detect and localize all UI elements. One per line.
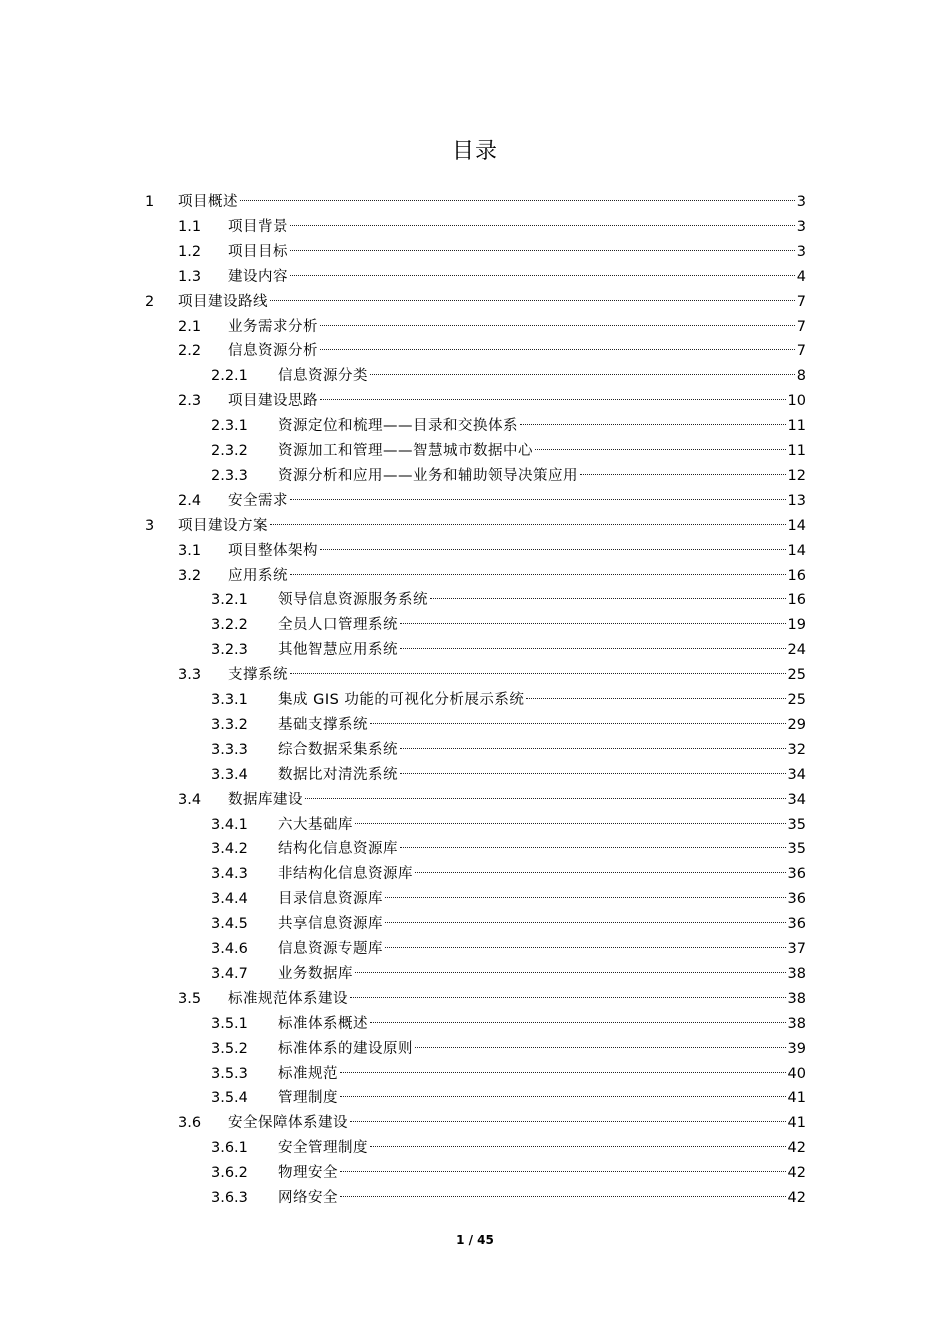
toc-entry-number: 3.4.3 [211,866,248,883]
toc-dot-leader [240,200,795,201]
toc-dot-leader [355,972,786,973]
toc-entry[interactable] [0,539,950,564]
toc-entry[interactable] [0,190,950,215]
toc-entry-number: 1 [145,194,155,210]
toc-entry-number: 3.4.5 [211,916,248,933]
toc-entry-label: 全员人口管理系统 [278,617,398,634]
toc-entry[interactable] [0,738,950,763]
toc-entry-page-number: 14 [787,542,806,559]
toc-entry-label: 项目目标 [228,243,288,260]
toc-entry-label: 领导信息资源服务系统 [278,592,428,609]
toc-entry-label: 项目整体架构 [228,542,318,559]
toc-entry-label: 标准规范体系建设 [228,990,348,1007]
toc-entry[interactable] [0,937,950,962]
toc-entry-number: 3.1 [178,542,202,559]
toc-entry-label: 应用系统 [228,567,288,584]
toc-dot-leader [370,1146,786,1147]
toc-entry-number: 3.4.2 [211,841,248,858]
toc-entry-number: 3.4.7 [211,965,248,982]
toc-entry-label: 基础支撑系统 [278,716,368,733]
toc-entry-page-number: 36 [787,866,806,883]
toc-entry-number: 3.4.1 [211,816,248,833]
toc-entry-number: 3.2.2 [211,617,248,634]
toc-entry[interactable] [0,713,950,738]
toc-entry-label: 安全保障体系建设 [228,1115,348,1132]
toc-entry-number: 3.3.2 [211,716,248,733]
toc-dot-leader [290,673,786,674]
toc-entry[interactable] [0,1186,950,1211]
toc-entry-number: 3.3.3 [211,741,248,758]
toc-dot-leader [400,748,786,749]
toc-entry-page-number: 11 [787,418,806,435]
toc-dot-leader [385,947,786,948]
toc-entry-label: 数据比对清洗系统 [278,766,398,783]
toc-dot-leader [320,399,786,400]
toc-entry-label: 综合数据采集系统 [278,741,398,758]
toc-entry-label: 资源分析和应用——业务和辅助领导决策应用 [278,467,578,484]
toc-entry-page-number: 25 [787,692,806,708]
toc-entry-page-number: 42 [787,1190,806,1206]
toc-entry-label: 业务需求分析 [228,318,318,335]
toc-dot-leader [355,823,786,824]
toc-entry-label: 安全需求 [228,492,288,509]
toc-entry-number: 3.6.2 [211,1165,248,1182]
toc-entry[interactable] [0,389,950,414]
toc-entry[interactable] [0,1111,950,1136]
toc-entry-page-number: 36 [787,891,806,908]
toc-entry-page-number: 11 [787,443,806,459]
toc-entry-label: 项目建设思路 [228,393,318,410]
toc-entry-page-number: 4 [796,268,806,285]
toc-entry[interactable] [0,638,950,663]
toc-entry[interactable] [0,489,950,514]
toc-entry-page-number: 19 [787,617,806,634]
toc-entry-page-number: 35 [787,841,806,858]
toc-dot-leader [340,1096,786,1097]
toc-dot-leader [290,250,795,251]
toc-entry-number: 3.5.4 [211,1090,248,1107]
toc-entry-page-number: 10 [787,393,806,410]
toc-entry-page-number: 25 [787,667,806,684]
toc-entry-page-number: 8 [796,368,806,385]
toc-entry-label: 数据库建设 [228,791,303,808]
toc-entry-number: 3.5.2 [211,1040,248,1057]
toc-dot-leader [270,524,786,525]
toc-dot-leader [270,300,795,301]
toc-entry-number: 2.3.3 [211,467,248,484]
toc-dot-leader [520,424,786,425]
toc-dot-leader [340,1196,786,1197]
toc-entry-number: 3.3.1 [211,692,248,708]
toc-entry-number: 3.4.4 [211,891,248,908]
toc-entry-page-number: 38 [787,965,806,982]
toc-entry[interactable] [0,987,950,1012]
toc-entry-page-number: 34 [787,766,806,783]
toc-entry[interactable] [0,1012,950,1037]
toc-dot-leader [305,798,786,799]
toc-entry-number: 2.1 [178,318,202,335]
toc-entry[interactable] [0,315,950,340]
toc-dot-leader [535,449,786,450]
toc-entry-page-number: 35 [787,816,806,833]
toc-dot-leader [290,225,795,226]
toc-dot-leader [320,325,795,326]
toc-entry-number: 3.6 [178,1115,202,1132]
toc-dot-leader [400,847,786,848]
toc-dot-leader [340,1171,786,1172]
toc-entry-page-number: 42 [787,1140,806,1157]
toc-dot-leader [370,723,786,724]
toc-entry-label: 标准体系概述 [278,1015,368,1032]
toc-entry[interactable] [0,1062,950,1087]
toc-dot-leader [370,1022,786,1023]
toc-entry-page-number: 41 [787,1115,806,1132]
toc-entry[interactable] [0,1136,950,1161]
toc-entry-number: 2.3.2 [211,443,248,459]
toc-entry[interactable] [0,688,950,713]
toc-entry-number: 2.3 [178,393,202,410]
toc-dot-leader [430,598,786,599]
toc-entry-page-number: 41 [787,1090,806,1107]
toc-dot-leader [415,872,786,873]
toc-dot-leader [320,349,795,350]
toc-entry-label: 支撑系统 [228,667,288,684]
toc-entry-label: 非结构化信息资源库 [278,866,413,883]
toc-entry-number: 3.2.1 [211,592,248,609]
toc-entry-page-number: 13 [787,492,806,509]
toc-entry-page-number: 3 [796,243,806,260]
toc-entry[interactable] [0,613,950,638]
toc-entry[interactable] [0,1037,950,1062]
toc-entry-label: 标准体系的建设原则 [278,1040,413,1057]
toc-entry-label: 业务数据库 [278,965,353,982]
toc-entry-number: 3.2.3 [211,642,248,659]
toc-entry[interactable] [0,240,950,265]
toc-entry-page-number: 39 [787,1040,806,1057]
toc-entry[interactable] [0,862,950,887]
toc-entry-number: 3.6.1 [211,1140,248,1157]
toc-entry-label: 网络安全 [278,1190,338,1206]
toc-entry-number: 3.5 [178,990,202,1007]
toc-entry[interactable] [0,887,950,912]
toc-entry-label: 安全管理制度 [278,1140,368,1157]
toc-entry-page-number: 37 [787,941,806,957]
toc-entry[interactable] [0,588,950,613]
toc-entry[interactable] [0,414,950,439]
toc-entry-label: 集成 GIS 功能的可视化分析展示系统 [278,692,525,708]
toc-entry-label: 项目背景 [228,218,288,235]
toc-entry-label: 共享信息资源库 [278,916,383,933]
toc-dot-leader [350,1121,786,1122]
toc-entry-label: 物理安全 [278,1165,338,1182]
toc-entry[interactable] [0,788,950,813]
toc-entry-number: 2.2.1 [211,368,248,385]
toc-entry-number: 3.5.1 [211,1015,248,1032]
toc-entry-label: 项目概述 [178,194,238,210]
toc-entry[interactable] [0,265,950,290]
toc-entry-label: 结构化信息资源库 [278,841,398,858]
toc-entry[interactable] [0,1086,950,1111]
toc-entry[interactable] [0,663,950,688]
toc-entry-page-number: 42 [787,1165,806,1182]
toc-dot-leader [290,275,795,276]
toc-dot-leader [385,922,786,923]
toc-entry[interactable] [0,339,950,364]
toc-entry-page-number: 3 [796,194,806,210]
toc-entry-label: 管理制度 [278,1090,338,1107]
page-number-footer: 1 / 45 [456,1233,494,1247]
toc-entry-page-number: 16 [787,592,806,609]
toc-entry-label: 标准规范 [278,1065,338,1082]
toc-dot-leader [526,698,785,699]
toc-entry-page-number: 3 [796,218,806,235]
toc-entry[interactable] [0,514,950,539]
toc-entry-label: 资源定位和梳理——目录和交换体系 [278,418,518,435]
toc-entry-page-number: 32 [787,741,806,758]
toc-entry-label: 信息资源分析 [228,343,318,360]
toc-entry-number: 2.3.1 [211,418,248,435]
toc-entry-label: 其他智慧应用系统 [278,642,398,659]
toc-dot-leader [340,1072,786,1073]
toc-entry-label: 项目建设方案 [178,517,268,534]
toc-entry[interactable] [0,837,950,862]
toc-entry-page-number: 40 [787,1065,806,1082]
toc-entry[interactable] [0,464,950,489]
toc-entry[interactable] [0,290,950,315]
toc-entry-page-number: 38 [787,990,806,1007]
toc-entry-number: 3.4.6 [211,941,248,957]
toc-entry[interactable] [0,439,950,464]
toc-entry[interactable] [0,364,950,389]
toc-entry-number: 1.3 [178,268,202,285]
toc-entry-page-number: 16 [787,567,806,584]
toc-entry-number: 3.3.4 [211,766,248,783]
toc-entry-page-number: 24 [787,642,806,659]
toc-entry-number: 3 [145,517,155,534]
toc-dot-leader [320,549,786,550]
toc-dot-leader [580,474,786,475]
toc-entry-number: 2.2 [178,343,202,360]
toc-entry-number: 2 [145,293,155,310]
toc-entry-number: 3.3 [178,667,202,684]
toc-entry[interactable] [0,215,950,240]
toc-entry-number: 3.2 [178,567,202,584]
toc-entry-page-number: 7 [796,293,806,310]
toc-entry-label: 建设内容 [228,268,288,285]
toc-dot-leader [400,648,786,649]
toc-dot-leader [350,997,786,998]
toc-entry-page-number: 14 [787,517,806,534]
toc-entry-page-number: 34 [787,791,806,808]
toc-entry-number: 1.2 [178,243,202,260]
toc-entry-page-number: 12 [787,467,806,484]
toc-entry[interactable] [0,1161,950,1186]
toc-dot-leader [370,374,795,375]
toc-dot-leader [415,1047,786,1048]
toc-entry-label: 信息资源分类 [278,368,368,385]
toc-entry-label: 项目建设路线 [178,293,268,310]
toc-dot-leader [290,574,786,575]
toc-entry-page-number: 36 [787,916,806,933]
toc-entry[interactable] [0,763,950,788]
toc-dot-leader [400,623,786,624]
toc-entry-number: 3.5.3 [211,1065,248,1082]
toc-dot-leader [290,499,786,500]
toc-entry-label: 六大基础库 [278,816,353,833]
toc-entry-number: 1.1 [178,218,202,235]
toc-entry-number: 2.4 [178,492,202,509]
toc-entry-number: 3.6.3 [211,1190,248,1206]
toc-entry[interactable] [0,962,950,987]
toc-entry[interactable] [0,912,950,937]
toc-dot-leader [385,897,786,898]
toc-entry-page-number: 38 [787,1015,806,1032]
toc-entry-label: 信息资源专题库 [278,941,383,957]
toc-entry-label: 目录信息资源库 [278,891,383,908]
toc-entry[interactable] [0,564,950,589]
toc-title: 目录 [451,139,498,164]
toc-entry-page-number: 7 [796,318,806,335]
toc-entry-number: 3.4 [178,791,202,808]
toc-entry-page-number: 7 [796,343,806,360]
toc-entry[interactable] [0,813,950,838]
toc-entry-page-number: 29 [787,716,806,733]
toc-entry-label: 资源加工和管理——智慧城市数据中心 [278,443,533,459]
toc-dot-leader [400,773,786,774]
